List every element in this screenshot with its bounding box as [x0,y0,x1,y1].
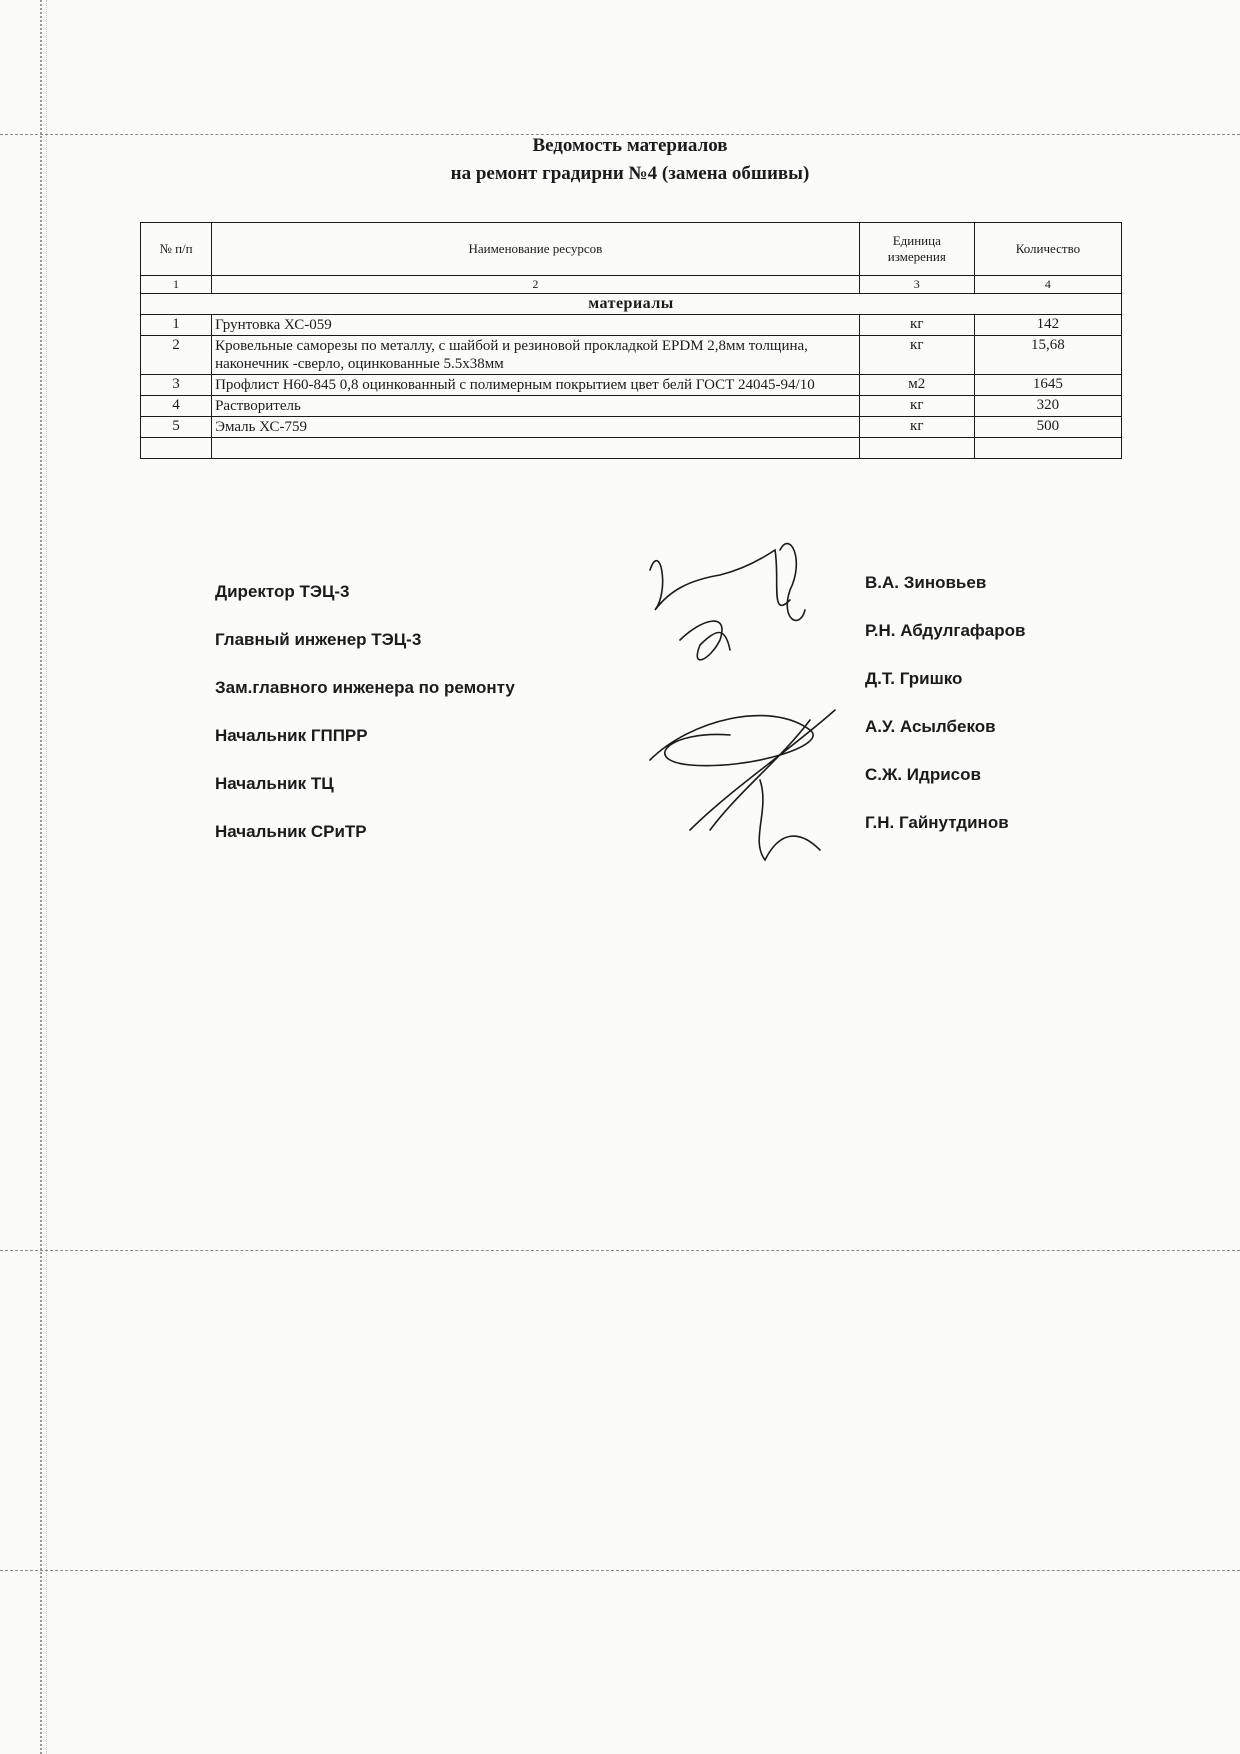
row-unit: кг [859,417,974,438]
signatory-positions [215,582,635,870]
signature-stroke [650,550,790,610]
row-num: 1 [141,315,212,336]
column-number: 2 [212,276,860,294]
table-row [141,375,1122,396]
row-unit: м2 [859,375,974,396]
row-name: Кровельные саморезы по металлу, с шайбой и резиновой прокладкой EPDM 2,8мм толщина, наконечник -сверло, оцинкованные 5.5х38мм [212,336,860,375]
scan-line-bottom [0,1570,1240,1571]
empty-cell [859,438,974,459]
table-row [141,417,1122,438]
table-row [141,315,1122,336]
signature-stroke [759,780,820,860]
header-num: № п/п [141,223,212,276]
column-numbers-row [141,276,1122,294]
scan-edge-left [40,0,47,1754]
signature-stroke [780,544,805,621]
row-unit: кг [859,396,974,417]
row-name: Грунтовка ХС-059 [212,315,860,336]
document-title [300,132,960,188]
title-line-1: Ведомость материалов [532,135,728,156]
section-label: материалы [141,294,1122,315]
signatory-name: С.Ж. Идрисов [865,765,981,784]
row-name: Растворитель [212,396,860,417]
signature-stroke [650,716,813,766]
empty-cell [141,438,212,459]
position-label: Начальник СРиТР [215,822,367,841]
header-name: Наименование ресурсов [212,223,860,276]
signatory-name: В.А. Зиновьев [865,573,987,592]
position-label: Зам.главного инженера по ремонту [215,678,515,697]
signatory-name: Г.Н. Гайнутдинов [865,813,1009,832]
position-label: Директор ТЭЦ-3 [215,582,350,601]
title-line-2: на ремонт градирни №4 (замена обшивы) [450,163,810,184]
row-unit: кг [859,315,974,336]
position-label: Главный инженер ТЭЦ-3 [215,630,422,649]
table-row [141,336,1122,375]
signatory-name: А.У. Асылбеков [865,717,996,736]
section-row [141,294,1122,315]
row-qty: 500 [974,417,1121,438]
row-name: Эмаль ХС-759 [212,417,860,438]
row-name: Профлист Н60-845 0,8 оцинкованный с полимерным покрытием цвет белй ГОСТ 24045-94/10 [212,375,860,396]
signature-stroke [680,621,730,660]
row-qty: 320 [974,396,1121,417]
scan-line-middle [0,1250,1240,1251]
signatory-names [865,573,1125,861]
table-row-empty [141,438,1122,459]
row-num: 5 [141,417,212,438]
row-qty: 1645 [974,375,1121,396]
empty-cell [974,438,1121,459]
header-unit: Единица измерения [859,223,974,276]
row-num: 3 [141,375,212,396]
materials-table [140,222,1122,459]
row-unit: кг [859,336,974,375]
table-header-row [141,223,1122,276]
row-qty: 142 [974,315,1121,336]
header-qty: Количество [974,223,1121,276]
column-number: 1 [141,276,212,294]
empty-cell [212,438,860,459]
row-num: 2 [141,336,212,375]
signatory-name: Д.Т. Гришко [865,669,963,688]
table-row [141,396,1122,417]
row-num: 4 [141,396,212,417]
signatory-name: Р.Н. Абдулгафаров [865,621,1026,640]
handwritten-signatures [630,530,860,900]
column-number: 3 [859,276,974,294]
position-label: Начальник ТЦ [215,774,334,793]
row-qty: 15,68 [974,336,1121,375]
position-label: Начальник ГППРР [215,726,368,745]
column-number: 4 [974,276,1121,294]
